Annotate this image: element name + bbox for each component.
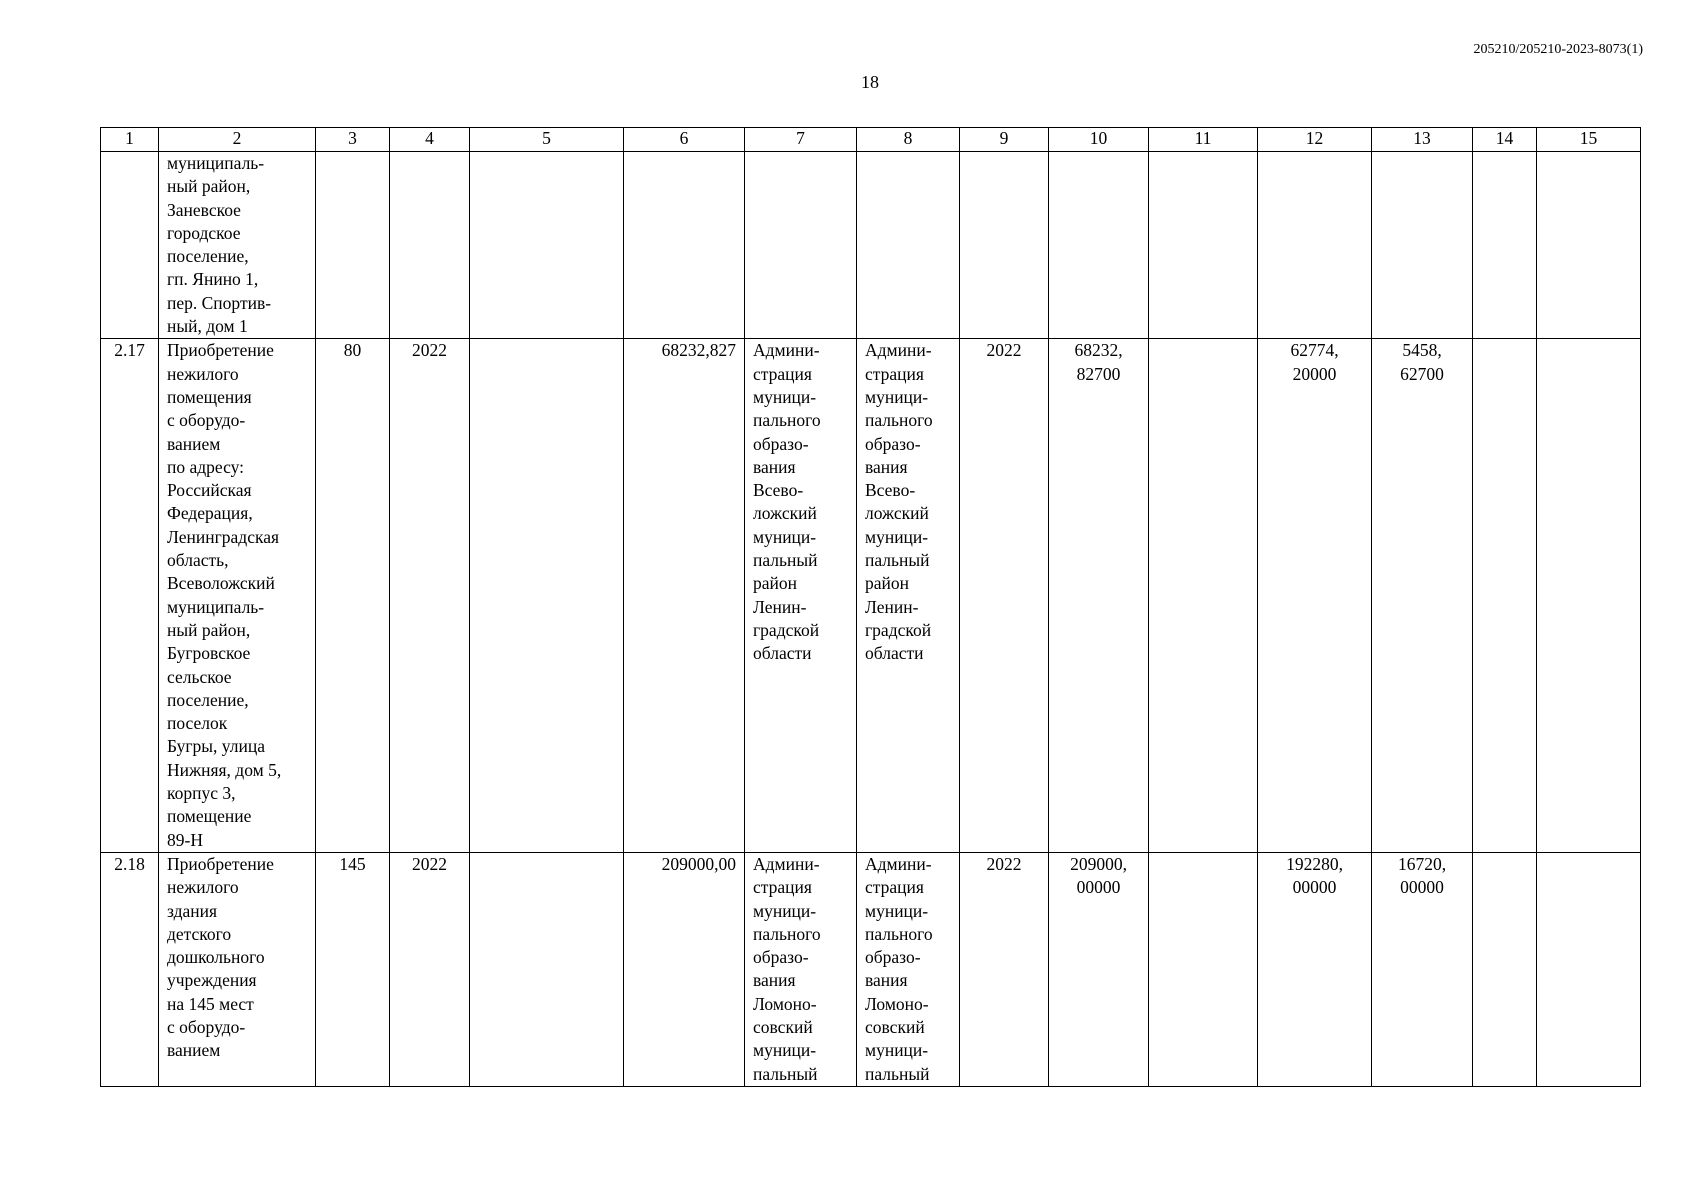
cell-number: 2.18 [101, 852, 159, 1086]
cell-total [1049, 152, 1149, 339]
column-header: 3 [316, 128, 390, 152]
cell-col11 [1149, 852, 1258, 1086]
table-row [101, 852, 1641, 1086]
cell-col12: 62774, 20000 [1258, 339, 1372, 853]
document-id: 205210/205210-2023-8073(1) [1473, 42, 1643, 57]
page-number: 18 [861, 72, 879, 92]
cell-col13: 16720, 00000 [1372, 852, 1473, 1086]
cell-col5 [470, 152, 624, 339]
cell-total: 209000, 00000 [1049, 852, 1149, 1086]
cell-funding-year: 2022 [960, 339, 1049, 853]
cell-col14 [1473, 339, 1537, 853]
cell-col15 [1537, 339, 1641, 853]
cell-col14 [1473, 152, 1537, 339]
column-header: 2 [159, 128, 316, 152]
cell-col15 [1537, 152, 1641, 339]
column-header: 7 [745, 128, 857, 152]
column-header: 14 [1473, 128, 1537, 152]
cell-col13 [1372, 152, 1473, 339]
cell-cost: 68232,827 [624, 339, 745, 853]
column-header: 1 [101, 128, 159, 152]
column-header: 15 [1537, 128, 1641, 152]
cell-object-description: Приобретение нежилого здания детского дошкольного учреждения на 145 мест с оборудо- ванием [159, 852, 316, 1086]
column-header: 4 [390, 128, 470, 152]
column-header: 10 [1049, 128, 1149, 152]
column-header: 11 [1149, 128, 1258, 152]
cell-col11 [1149, 152, 1258, 339]
column-header: 5 [470, 128, 624, 152]
data-table [100, 127, 1641, 1087]
cell-col5 [470, 852, 624, 1086]
cell-customer: Админи- страция муници- пального образо- вания Ломоно- совский муници- пальный [745, 852, 857, 1086]
cell-col13: 5458, 62700 [1372, 339, 1473, 853]
cell-customer: Админи- страция муници- пального образо- вания Всево- ложский муници- пальный район Ленин- градской области [745, 339, 857, 853]
cell-cost [624, 152, 745, 339]
column-header: 6 [624, 128, 745, 152]
column-header: 13 [1372, 128, 1473, 152]
cell-col12: 192280, 00000 [1258, 852, 1372, 1086]
cell-recipient [857, 152, 960, 339]
cell-total: 68232, 82700 [1049, 339, 1149, 853]
cell-year [390, 152, 470, 339]
cell-col5 [470, 339, 624, 853]
cell-object-description: Приобретение нежилого помещения с оборудо- ванием по адресу: Российская Федерация, Ленинградская область, Всеволожский муниципаль- ный район, Бугровское сельское поселение, поселок Бугры, улица Нижняя, дом 5, корпус 3, помещение 89-Н [159, 339, 316, 853]
cell-number: 2.17 [101, 339, 159, 853]
cell-capacity: 80 [316, 339, 390, 853]
cell-year: 2022 [390, 339, 470, 853]
header-row [101, 128, 1641, 152]
cell-capacity [316, 152, 390, 339]
cell-col12 [1258, 152, 1372, 339]
cell-recipient: Админи- страция муници- пального образо- вания Всево- ложский муници- пальный район Ленин- градской области [857, 339, 960, 853]
cell-number [101, 152, 159, 339]
cell-object-description: муниципаль- ный район, Заневское городское поселение, гп. Янино 1, пер. Спортив- ный, дом 1 [159, 152, 316, 339]
column-header: 8 [857, 128, 960, 152]
cell-capacity: 145 [316, 852, 390, 1086]
cell-funding-year: 2022 [960, 852, 1049, 1086]
table-row [101, 339, 1641, 853]
cell-funding-year [960, 152, 1049, 339]
cell-year: 2022 [390, 852, 470, 1086]
cell-recipient: Админи- страция муници- пального образо- вания Ломоно- совский муници- пальный [857, 852, 960, 1086]
cell-cost: 209000,00 [624, 852, 745, 1086]
cell-col15 [1537, 852, 1641, 1086]
cell-customer [745, 152, 857, 339]
cell-col14 [1473, 852, 1537, 1086]
column-header: 12 [1258, 128, 1372, 152]
column-header: 9 [960, 128, 1049, 152]
cell-col11 [1149, 339, 1258, 853]
table-row [101, 152, 1641, 339]
